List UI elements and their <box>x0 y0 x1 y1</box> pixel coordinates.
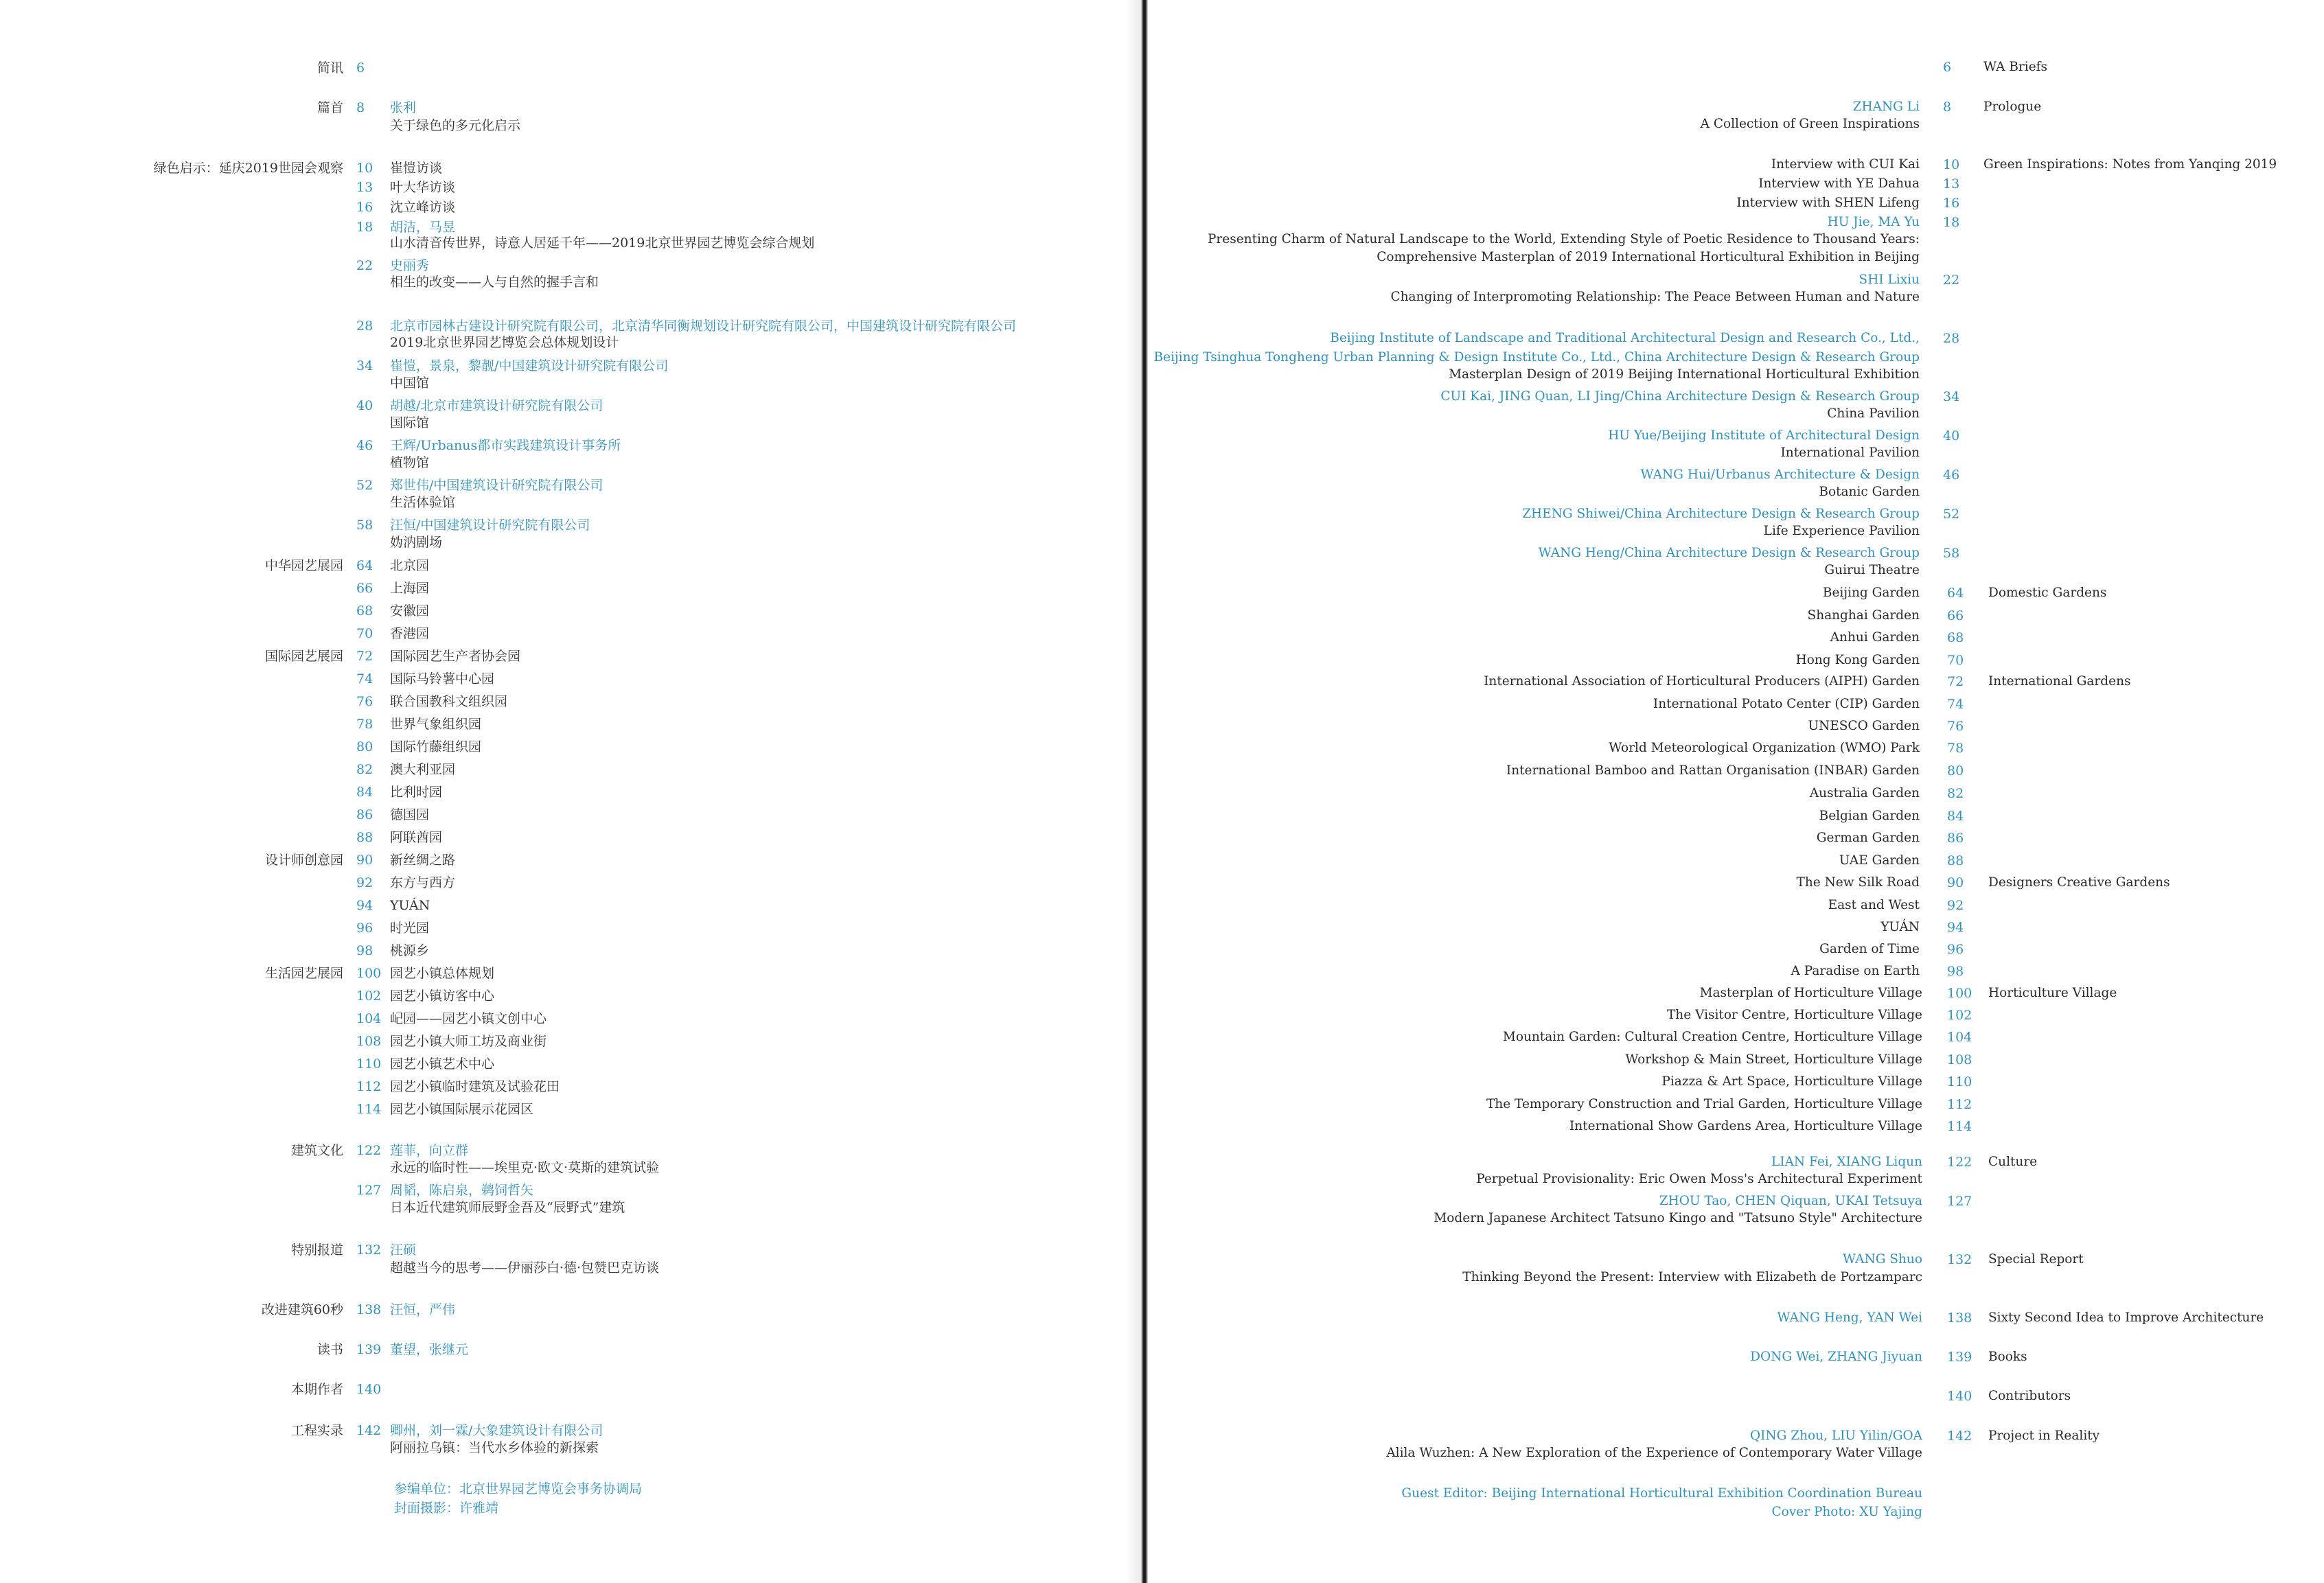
toc-title[interactable]: Shanghai Garden <box>1807 608 1920 623</box>
toc-page-number[interactable]: 102 <box>356 989 382 1004</box>
toc-title[interactable]: 超越当今的思考——伊丽莎白·德·包赞巴克访谈 <box>390 1260 660 1275</box>
toc-page-number[interactable]: 80 <box>1947 763 1964 778</box>
toc-author: ZHANG Li <box>1852 100 1920 114</box>
toc-page-number[interactable]: 80 <box>356 739 373 754</box>
toc-title[interactable]: International Pavilion <box>1780 446 1920 460</box>
toc-title[interactable]: 上海园 <box>390 581 430 596</box>
toc-title[interactable]: International Bamboo and Rattan Organisation (INBAR) Garden <box>1506 763 1920 778</box>
toc-page-number[interactable]: 127 <box>1947 1194 1972 1209</box>
toc-author: 史丽秀 <box>390 258 430 273</box>
toc-section-label: Project in Reality <box>1988 1429 2100 1443</box>
toc-page-number[interactable]: 10 <box>1943 157 1960 172</box>
toc-page-number[interactable]: 100 <box>1947 986 1972 1001</box>
toc-title[interactable]: Comprehensive Masterplan of 2019 International Horticultural Exhibition in Beijing <box>1377 250 1920 264</box>
toc-page-number[interactable]: 8 <box>356 100 365 115</box>
toc-page-number[interactable]: 66 <box>1947 608 1964 623</box>
toc-title[interactable]: 国际馆 <box>390 415 430 430</box>
toc-page-number[interactable]: 68 <box>356 603 373 619</box>
toc-title[interactable]: 香港园 <box>390 626 430 641</box>
toc-section-label: Horticulture Village <box>1988 986 2117 1000</box>
toc-title[interactable]: Thinking Beyond the Present: Interview with Elizabeth de Portzamparc <box>1462 1270 1922 1284</box>
toc-section-label: WA Briefs <box>1983 60 2047 74</box>
toc-page-number[interactable]: 140 <box>356 1382 382 1397</box>
toc-page-number[interactable]: 68 <box>1947 630 1964 645</box>
toc-section-label: Green Inspirations: Notes from Yanqing 2019 <box>1983 157 2277 172</box>
toc-author: 胡洁，马昱 <box>390 220 456 235</box>
toc-page-number[interactable]: 13 <box>1943 176 1960 192</box>
toc-title[interactable]: 比利时园 <box>390 785 443 800</box>
toc-page-number[interactable]: 139 <box>356 1342 382 1357</box>
toc-page-number[interactable]: 86 <box>1947 831 1964 846</box>
toc-title[interactable]: 2019北京世界园艺博览会总体规划设计 <box>390 335 619 350</box>
toc-title[interactable]: Workshop & Main Street, Horticulture Village <box>1625 1052 1922 1067</box>
toc-page-number[interactable]: 98 <box>1947 964 1964 979</box>
toc-section-label: 绿色启示：延庆2019世园会观察 <box>153 161 343 176</box>
toc-page-number[interactable]: 142 <box>1947 1429 1972 1444</box>
toc-section-label: 生活园艺展园 <box>264 966 343 981</box>
toc-title[interactable]: 崔愷访谈 <box>390 161 443 176</box>
toc-title[interactable]: Alila Wuzhen: A New Exploration of the Experience of Contemporary Water Village <box>1386 1446 1922 1460</box>
toc-title[interactable]: Hong Kong Garden <box>1795 653 1920 667</box>
toc-page-number[interactable]: 22 <box>1943 273 1960 288</box>
toc-page-number[interactable]: 94 <box>1947 920 1964 935</box>
toc-page-number[interactable]: 70 <box>356 626 373 641</box>
toc-author: WANG Heng/China Architecture Design & Research Group <box>1538 546 1920 560</box>
toc-page-number[interactable]: 104 <box>356 1011 382 1026</box>
toc-author: HU Jie, MA Yu <box>1827 215 1920 229</box>
toc-page-number[interactable]: 110 <box>1947 1074 1972 1089</box>
toc-page-number[interactable]: 6 <box>1943 60 1952 75</box>
toc-author: Beijing Tsinghua Tongheng Urban Planning & Design Institute Co., Ltd., China Architecture Design & Research Group <box>1153 350 1920 365</box>
toc-page-number[interactable]: 100 <box>356 966 382 981</box>
toc-page-number[interactable]: 127 <box>356 1183 382 1198</box>
toc-page-number[interactable]: 22 <box>356 258 373 273</box>
toc-page-number[interactable]: 138 <box>1947 1310 1972 1326</box>
toc-page-number[interactable]: 114 <box>1947 1119 1972 1134</box>
toc-author: HU Yue/Beijing Institute of Architectural Design <box>1608 428 1920 443</box>
toc-section-label: 中华园艺展园 <box>264 558 343 573</box>
toc-page-number[interactable]: 102 <box>1947 1008 1972 1023</box>
toc-section-label: 简讯 <box>317 60 343 76</box>
toc-title[interactable]: Changing of Interpromoting Relationship: The Peace Between Human and Nature <box>1390 290 1920 304</box>
toc-author: 周韬，陈启泉，鹈饲哲矢 <box>390 1183 534 1198</box>
toc-title[interactable]: 新丝绸之路 <box>390 853 456 868</box>
toc-title[interactable]: 东方与西方 <box>390 875 456 890</box>
toc-section-label: Contributors <box>1988 1389 2071 1403</box>
toc-title[interactable]: 相生的改变——人与自然的握手言和 <box>390 275 599 290</box>
toc-page-number[interactable]: 114 <box>356 1102 382 1117</box>
toc-title[interactable]: UNESCO Garden <box>1808 719 1920 733</box>
toc-page-number[interactable]: 46 <box>356 438 373 453</box>
toc-title[interactable]: 澳大利亚园 <box>390 762 456 777</box>
toc-page-number[interactable]: 76 <box>1947 719 1964 734</box>
toc-title[interactable]: World Meteorological Organization (WMO) Park <box>1609 741 1920 755</box>
toc-author: 汪硕 <box>390 1243 417 1258</box>
toc-title[interactable]: Guirui Theatre <box>1824 563 1920 577</box>
toc-page-number[interactable]: 84 <box>356 785 373 800</box>
toc-page-number[interactable]: 98 <box>356 943 373 958</box>
toc-page-number[interactable]: 34 <box>1943 389 1960 404</box>
toc-title[interactable]: Life Experience Pavilion <box>1763 524 1920 538</box>
toc-author: QING Zhou, LIU Yilin/GOA <box>1749 1429 1922 1443</box>
toc-title[interactable]: Interview with CUI Kai <box>1771 157 1920 172</box>
toc-author: 胡越/北京市建筑设计研究院有限公司 <box>390 398 603 413</box>
toc-page-number[interactable]: 40 <box>1943 428 1960 443</box>
toc-title[interactable]: A Paradise on Earth <box>1791 964 1920 978</box>
toc-page-number[interactable]: 104 <box>1947 1030 1972 1045</box>
toc-author: 郑世伟/中国建筑设计研究院有限公司 <box>390 478 603 493</box>
toc-page-number[interactable]: 82 <box>1947 786 1964 801</box>
toc-section-label: 设计师创意园 <box>264 853 343 868</box>
toc-section-label: 特别报道 <box>290 1243 343 1258</box>
toc-author: ZHENG Shiwei/China Architecture Design & Research Group <box>1522 507 1920 521</box>
toc-title[interactable]: 国际马铃薯中心园 <box>390 671 495 686</box>
toc-title[interactable]: 世界气象组织园 <box>390 717 482 732</box>
toc-title[interactable]: A Collection of Green Inspirations <box>1700 117 1920 131</box>
toc-page-number[interactable]: 52 <box>1943 507 1960 522</box>
toc-title[interactable]: 屺园——园艺小镇文创中心 <box>390 1011 547 1026</box>
toc-title[interactable]: International Potato Center (CIP) Garden <box>1653 697 1920 711</box>
toc-title[interactable]: 安徽园 <box>390 603 430 619</box>
toc-author: ZHOU Tao, CHEN Qiquan, UKAI Tetsuya <box>1659 1194 1922 1208</box>
toc-title[interactable]: The Temporary Construction and Trial Garden, Horticulture Village <box>1486 1097 1922 1111</box>
toc-section-label: Special Report <box>1988 1252 2084 1267</box>
toc-page-number[interactable]: 122 <box>356 1143 382 1158</box>
toc-author: SHI Lixiu <box>1859 273 1920 287</box>
toc-author: WANG Shuo <box>1843 1252 1922 1267</box>
toc-page-number[interactable]: 112 <box>1947 1097 1972 1112</box>
toc-title[interactable]: Beijing Garden <box>1822 586 1920 600</box>
toc-page-number[interactable]: 86 <box>356 807 373 822</box>
toc-title[interactable]: 园艺小镇临时建筑及试验花田 <box>390 1079 560 1094</box>
toc-title[interactable]: German Garden <box>1816 831 1920 845</box>
toc-title[interactable]: 山水清音传世界，诗意人居延千年——2019北京世界园艺博览会综合规划 <box>390 235 815 251</box>
spine-gutter <box>1141 0 1148 1583</box>
toc-title[interactable]: Interview with SHEN Lifeng <box>1736 196 1920 210</box>
toc-title[interactable]: 妫汭剧场 <box>390 535 443 550</box>
toc-title[interactable]: Anhui Garden <box>1830 630 1920 645</box>
toc-title[interactable]: 北京园 <box>390 558 430 573</box>
toc-page-number[interactable]: 18 <box>1943 215 1960 230</box>
toc-title[interactable]: Interview with YE Dahua <box>1758 176 1920 191</box>
toc-section-label: 建筑文化 <box>290 1143 343 1158</box>
toc-title[interactable]: Presenting Charm of Natural Landscape to the World, Extending Style of Poetic Residence to Thousand Years: <box>1207 232 1920 246</box>
spine-shadow <box>1126 0 1141 1583</box>
toc-title[interactable]: 园艺小镇总体规划 <box>390 966 495 981</box>
toc-title[interactable]: Masterplan of Horticulture Village <box>1699 986 1922 1000</box>
toc-page-number[interactable]: 142 <box>356 1423 382 1438</box>
toc-title[interactable]: 桃源乡 <box>390 943 430 958</box>
toc-title[interactable]: Mountain Garden: Cultural Creation Centre, Horticulture Village <box>1502 1030 1922 1044</box>
toc-author: 崔愷，景泉，黎靓/中国建筑设计研究院有限公司 <box>390 358 669 373</box>
toc-author: DONG Wei, ZHANG Jiyuan <box>1750 1350 1922 1364</box>
toc-page-number[interactable]: 108 <box>1947 1052 1972 1067</box>
toc-title[interactable]: Garden of Time <box>1819 942 1920 956</box>
toc-page-number[interactable]: 96 <box>1947 942 1964 957</box>
toc-title[interactable]: 园艺小镇大师工坊及商业街 <box>390 1034 547 1049</box>
toc-page-number[interactable]: 92 <box>1947 898 1964 913</box>
toc-title[interactable]: International Association of Horticultural Producers (AIPH) Garden <box>1484 674 1920 689</box>
toc-author: LIAN Fei, XIANG Liqun <box>1771 1155 1922 1169</box>
toc-title[interactable]: 阿联酋园 <box>390 830 443 845</box>
toc-author: 张利 <box>390 100 417 115</box>
toc-title[interactable]: The Visitor Centre, Horticulture Village <box>1666 1008 1922 1022</box>
toc-title[interactable]: 永远的临时性——埃里克·欧文·莫斯的建筑试验 <box>390 1160 660 1175</box>
toc-author: CUI Kai, JING Quan, LI Jing/China Architecture Design & Research Group <box>1440 389 1920 404</box>
toc-title[interactable]: 国际园艺生产者协会园 <box>390 649 521 664</box>
toc-page-number[interactable]: 58 <box>1943 546 1960 561</box>
toc-page-number[interactable]: 108 <box>356 1034 382 1049</box>
toc-title[interactable]: 植物馆 <box>390 455 430 470</box>
toc-title[interactable]: 园艺小镇艺术中心 <box>390 1056 495 1072</box>
toc-section-label: 国际园艺展园 <box>264 649 343 664</box>
toc-title[interactable]: Masterplan Design of 2019 Beijing International Horticultural Exhibition <box>1449 367 1920 382</box>
toc-title[interactable]: China Pavilion <box>1827 406 1920 421</box>
toc-section-label: Domestic Gardens <box>1988 586 2107 600</box>
toc-page-number[interactable]: 16 <box>1943 196 1960 211</box>
toc-author: 北京市园林古建设计研究院有限公司，北京清华同衡规划设计研究院有限公司，中国建筑设计研究院有限公司 <box>390 319 1017 334</box>
toc-section-label: Sixty Second Idea to Improve Architecture <box>1988 1310 2264 1325</box>
toc-title[interactable]: The New Silk Road <box>1796 875 1920 890</box>
toc-title[interactable]: YUÁN <box>390 898 430 913</box>
toc-page-number[interactable]: 122 <box>1947 1155 1972 1170</box>
toc-page-number[interactable]: 74 <box>1947 697 1964 712</box>
toc-page-number[interactable]: 28 <box>1943 331 1960 346</box>
toc-author: 汪恒，严伟 <box>390 1302 456 1317</box>
cover-photo-credit: Cover Photo: XU Yajing <box>1771 1505 1922 1519</box>
toc-title[interactable]: 中国馆 <box>390 375 430 391</box>
toc-page-number[interactable]: 46 <box>1943 467 1960 483</box>
toc-page-number[interactable]: 10 <box>356 161 373 176</box>
toc-page-number[interactable]: 96 <box>356 921 373 936</box>
toc-section-label: 篇首 <box>317 100 343 115</box>
toc-page-number[interactable]: 8 <box>1943 100 1952 115</box>
toc-title[interactable]: YUÁN <box>1880 920 1920 934</box>
cover-photo-credit: 封面摄影：许雅靖 <box>394 1501 499 1516</box>
toc-page-number[interactable]: 90 <box>356 853 373 868</box>
toc-title[interactable]: 时光园 <box>390 921 430 936</box>
toc-page-number[interactable]: 138 <box>356 1302 382 1317</box>
toc-title[interactable]: Botanic Garden <box>1819 485 1920 499</box>
toc-section-label: Designers Creative Gardens <box>1988 875 2170 890</box>
toc-author: Beijing Institute of Landscape and Traditional Architectural Design and Research Co., Ltd., <box>1330 331 1920 345</box>
toc-page-number[interactable]: 74 <box>356 671 373 686</box>
toc-page-number[interactable]: 139 <box>1947 1350 1972 1365</box>
toc-title[interactable]: Australia Garden <box>1809 786 1920 800</box>
toc-title[interactable]: 生活体验馆 <box>390 495 456 510</box>
toc-section-label: 本期作者 <box>290 1382 343 1397</box>
toc-page-number[interactable]: 110 <box>356 1056 382 1072</box>
toc-title[interactable]: 园艺小镇国际展示花园区 <box>390 1102 534 1117</box>
toc-page-number[interactable]: 34 <box>356 358 373 373</box>
toc-section-label: International Gardens <box>1988 674 2131 689</box>
toc-page-number[interactable]: 64 <box>356 558 373 573</box>
toc-title[interactable]: International Show Gardens Area, Horticulture Village <box>1569 1119 1922 1133</box>
toc-page-number[interactable]: 82 <box>356 762 373 777</box>
toc-title[interactable]: UAE Garden <box>1839 853 1920 868</box>
toc-section-label: Culture <box>1988 1155 2038 1169</box>
toc-page-number[interactable]: 94 <box>356 898 373 913</box>
toc-section-label: 工程实录 <box>290 1423 343 1438</box>
toc-page-number[interactable]: 28 <box>356 319 373 334</box>
toc-title[interactable]: 园艺小镇访客中心 <box>390 989 495 1004</box>
toc-title[interactable]: 关于绿色的多元化启示 <box>390 118 521 133</box>
toc-page-number[interactable]: 78 <box>356 717 373 732</box>
toc-title[interactable]: 叶大华访谈 <box>390 180 456 195</box>
toc-page-number[interactable]: 84 <box>1947 809 1964 824</box>
toc-title[interactable]: 沈立峰访谈 <box>390 200 456 215</box>
toc-page-number[interactable]: 90 <box>1947 875 1964 890</box>
toc-title[interactable]: 日本近代建筑师辰野金吾及“辰野式”建筑 <box>390 1200 625 1215</box>
toc-title[interactable]: 德国园 <box>390 807 430 822</box>
toc-title[interactable]: Belgian Garden <box>1819 809 1920 823</box>
toc-page-number[interactable]: 76 <box>356 694 373 709</box>
toc-page-number[interactable]: 66 <box>356 581 373 596</box>
toc-page-number[interactable]: 132 <box>356 1243 382 1258</box>
toc-page-number[interactable]: 58 <box>356 518 373 533</box>
toc-author: 卿州，刘一霖/大象建筑设计有限公司 <box>390 1423 603 1438</box>
toc-title[interactable]: Piazza & Art Space, Horticulture Village <box>1661 1074 1922 1089</box>
toc-page-number[interactable]: 78 <box>1947 741 1964 756</box>
guest-editor-credit: 参编单位：北京世界园艺博览会事务协调局 <box>394 1481 643 1497</box>
toc-section-label: Prologue <box>1983 100 2042 114</box>
toc-title[interactable]: 国际竹藤组织园 <box>390 739 482 754</box>
toc-author: WANG Hui/Urbanus Architecture & Design <box>1640 467 1920 482</box>
toc-author: 王辉/Urbanus都市实践建筑设计事务所 <box>390 438 621 453</box>
toc-page-number[interactable]: 112 <box>356 1079 382 1094</box>
toc-page-number[interactable]: 13 <box>356 180 373 195</box>
toc-author: WANG Heng, YAN Wei <box>1777 1310 1922 1325</box>
toc-title[interactable]: Perpetual Provisionality: Eric Owen Moss's Architectural Experiment <box>1476 1172 1922 1186</box>
toc-page-number[interactable]: 88 <box>356 830 373 845</box>
toc-page-number[interactable]: 70 <box>1947 653 1964 668</box>
toc-title[interactable]: 联合国教科文组织园 <box>390 694 508 709</box>
toc-page-number[interactable]: 88 <box>1947 853 1964 868</box>
toc-section-label: 改进建筑60秒 <box>261 1302 343 1317</box>
toc-title[interactable]: East and West <box>1828 898 1920 912</box>
toc-author: 董望，张继元 <box>390 1342 469 1357</box>
toc-page-number[interactable]: 16 <box>356 200 373 215</box>
toc-section-label: 读书 <box>317 1342 343 1357</box>
toc-page-number[interactable]: 18 <box>356 220 373 235</box>
toc-title[interactable]: 阿丽拉乌镇：当代水乡体验的新探索 <box>390 1440 599 1455</box>
toc-page-number[interactable]: 72 <box>356 649 373 664</box>
guest-editor-credit: Guest Editor: Beijing International Horticultural Exhibition Coordination Bureau <box>1401 1486 1922 1501</box>
toc-section-label: Books <box>1988 1350 2027 1364</box>
toc-author: 汪恒/中国建筑设计研究院有限公司 <box>390 518 590 533</box>
toc-page-number[interactable]: 140 <box>1947 1389 1972 1404</box>
toc-page-number[interactable]: 92 <box>356 875 373 890</box>
toc-title[interactable]: Modern Japanese Architect Tatsuno Kingo and "Tatsuno Style" Architecture <box>1434 1211 1922 1225</box>
toc-page-number[interactable]: 6 <box>356 60 365 76</box>
toc-page-number[interactable]: 72 <box>1947 674 1964 689</box>
toc-page-number[interactable]: 52 <box>356 478 373 493</box>
toc-author: 莲菲，向立群 <box>390 1143 469 1158</box>
toc-page-number[interactable]: 64 <box>1947 586 1964 601</box>
toc-page-number[interactable]: 132 <box>1947 1252 1972 1267</box>
toc-page-number[interactable]: 40 <box>356 398 373 413</box>
